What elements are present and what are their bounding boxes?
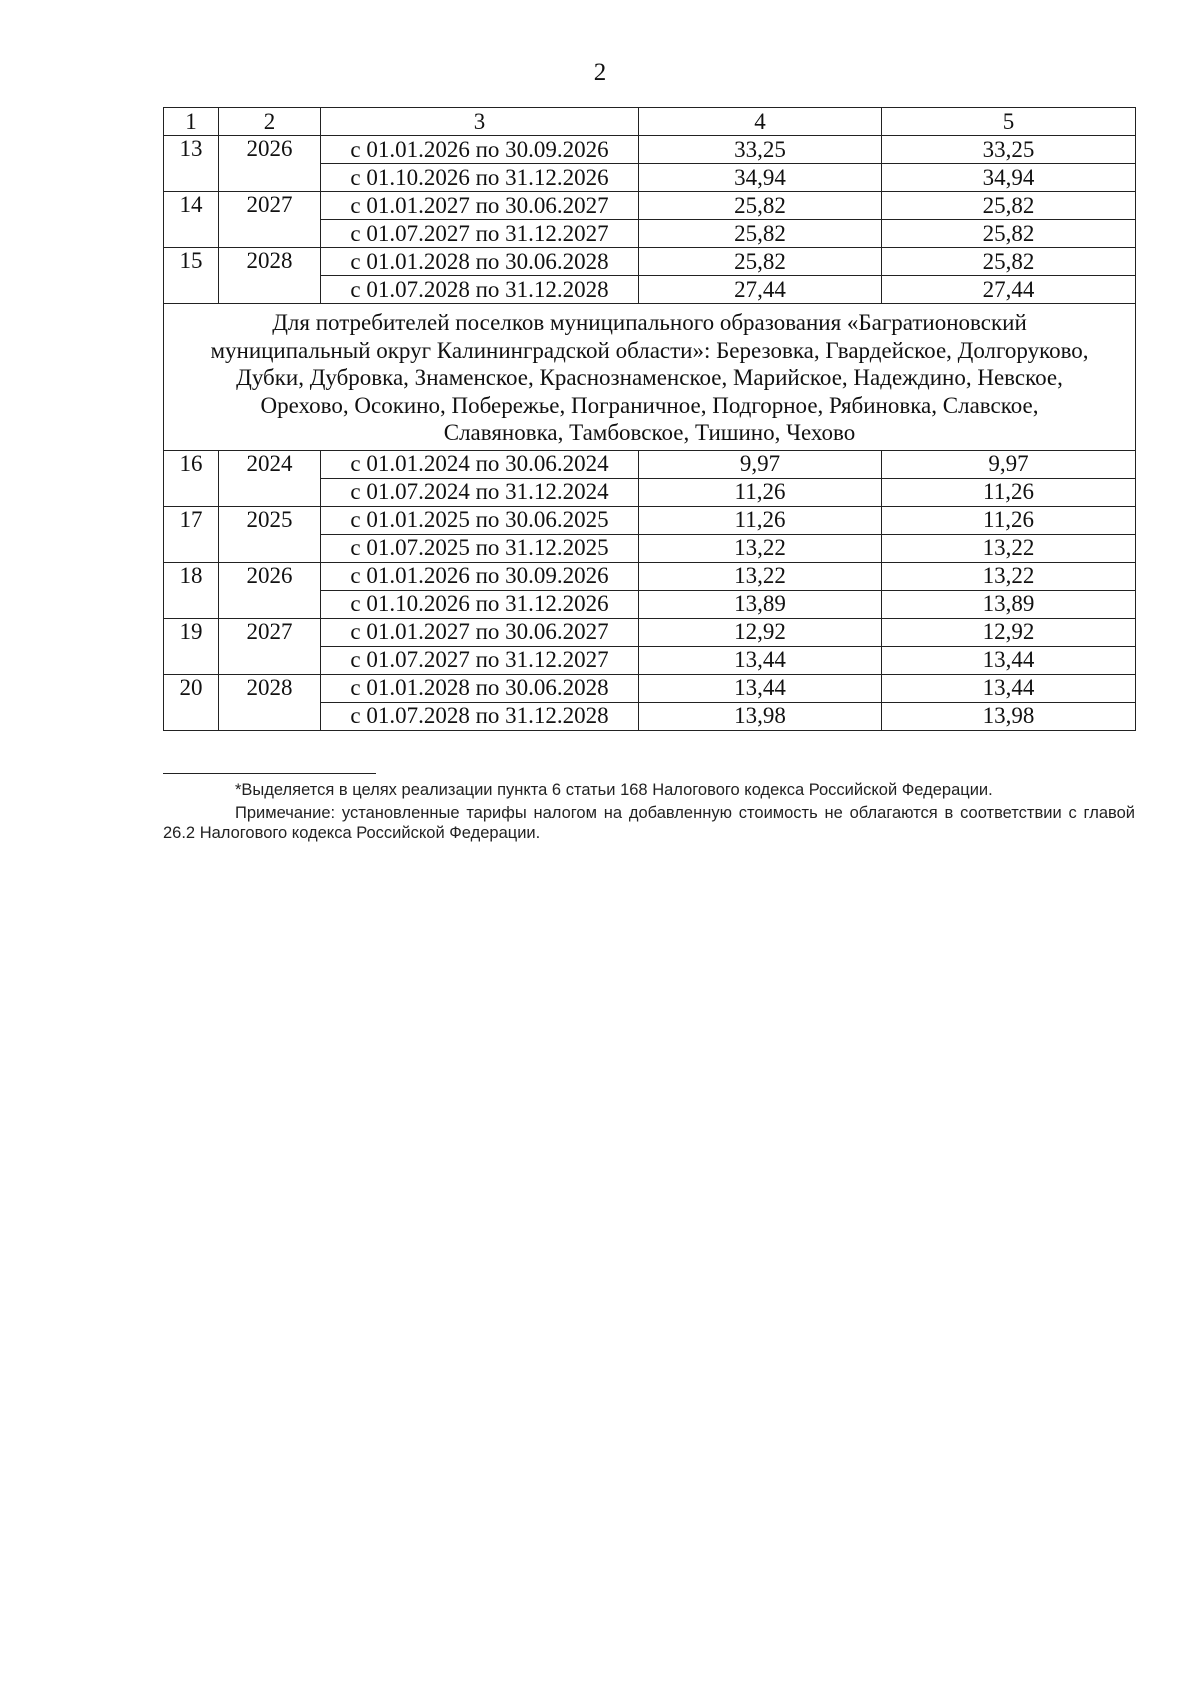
tariff-value-col5: 13,22 xyxy=(882,534,1136,562)
tariff-value-col4: 13,44 xyxy=(639,674,882,702)
page-number: 2 xyxy=(593,59,607,86)
row-number: 18 xyxy=(164,562,219,618)
period-cell: с 01.07.2027 по 31.12.2027 xyxy=(321,220,639,248)
tariff-table-body xyxy=(164,108,1136,731)
row-year: 2024 xyxy=(219,450,321,506)
period-cell: с 01.07.2024 по 31.12.2024 xyxy=(321,478,639,506)
row-number: 14 xyxy=(164,192,219,248)
row-year: 2026 xyxy=(219,136,321,192)
tariff-value-col4: 13,22 xyxy=(639,562,882,590)
period-cell: с 01.10.2026 по 31.12.2026 xyxy=(321,590,639,618)
period-cell: с 01.07.2027 по 31.12.2027 xyxy=(321,646,639,674)
table-row xyxy=(164,450,1136,478)
period-cell: с 01.01.2028 по 30.06.2028 xyxy=(321,674,639,702)
period-cell: с 01.10.2026 по 31.12.2026 xyxy=(321,164,639,192)
period-cell: с 01.07.2028 по 31.12.2028 xyxy=(321,276,639,304)
footnotes xyxy=(163,780,1135,843)
row-number: 20 xyxy=(164,674,219,730)
tariff-value-col4: 25,82 xyxy=(639,248,882,276)
tariff-value-col4: 34,94 xyxy=(639,164,882,192)
tariff-value-col5: 27,44 xyxy=(882,276,1136,304)
tariff-value-col5: 25,82 xyxy=(882,220,1136,248)
row-year: 2025 xyxy=(219,506,321,562)
tariff-value-col5: 13,44 xyxy=(882,646,1136,674)
section-heading: Для потребителей поселков муниципального образования «Багратионовский муниципальный округ Калининградской области»: Березовка, Гвардейское, Долгоруково, Дубки, Дубровка, Знаменское, Краснознаменское, Марийское, Надеждино, Невское, Орехово, Осокино, Побережье, Пограничное, Подгорное, Рябиновка, Славское, Славяновка, Тамбовское, Тишино, Чехово xyxy=(164,304,1136,451)
row-year: 2027 xyxy=(219,618,321,674)
row-year: 2026 xyxy=(219,562,321,618)
header-col-1: 1 xyxy=(164,108,219,136)
tariff-value-col4: 27,44 xyxy=(639,276,882,304)
tariff-value-col5: 9,97 xyxy=(882,450,1136,478)
footnote-note: Примечание: установленные тарифы налогом на добавленную стоимость не облагаются в соответствии с главой 26.2 Налогового кодекса Российской Федерации. xyxy=(163,804,1135,842)
tariff-value-col5: 25,82 xyxy=(882,248,1136,276)
tariff-value-col5: 13,44 xyxy=(882,674,1136,702)
tariff-value-col4: 13,44 xyxy=(639,646,882,674)
row-number: 17 xyxy=(164,506,219,562)
table-row xyxy=(164,506,1136,534)
table-row xyxy=(164,192,1136,220)
period-cell: с 01.01.2025 по 30.06.2025 xyxy=(321,506,639,534)
tariff-value-col4: 25,82 xyxy=(639,220,882,248)
period-cell: с 01.01.2028 по 30.06.2028 xyxy=(321,248,639,276)
header-col-5: 5 xyxy=(882,108,1136,136)
header-row xyxy=(164,108,1136,136)
tariff-value-col4: 33,25 xyxy=(639,136,882,164)
tariff-table xyxy=(163,107,1136,731)
tariff-value-col5: 11,26 xyxy=(882,506,1136,534)
row-number: 16 xyxy=(164,450,219,506)
period-cell: с 01.07.2025 по 31.12.2025 xyxy=(321,534,639,562)
table-row xyxy=(164,674,1136,702)
header-col-3: 3 xyxy=(321,108,639,136)
tariff-value-col5: 13,22 xyxy=(882,562,1136,590)
tariff-value-col5: 13,98 xyxy=(882,702,1136,730)
period-cell: с 01.01.2024 по 30.06.2024 xyxy=(321,450,639,478)
period-cell: с 01.07.2028 по 31.12.2028 xyxy=(321,702,639,730)
row-number: 15 xyxy=(164,248,219,304)
tariff-value-col5: 33,25 xyxy=(882,136,1136,164)
table-row xyxy=(164,562,1136,590)
section-heading-row xyxy=(164,304,1136,451)
footnote-asterisk: *Выделяется в целях реализации пункта 6 статьи 168 Налогового кодекса Российской Федерации. xyxy=(235,781,993,799)
period-cell: с 01.01.2027 по 30.06.2027 xyxy=(321,192,639,220)
tariff-value-col4: 13,98 xyxy=(639,702,882,730)
footnote-divider xyxy=(163,773,376,774)
tariff-value-col4: 12,92 xyxy=(639,618,882,646)
row-year: 2028 xyxy=(219,248,321,304)
period-cell: с 01.01.2027 по 30.06.2027 xyxy=(321,618,639,646)
tariff-value-col4: 25,82 xyxy=(639,192,882,220)
header-col-4: 4 xyxy=(639,108,882,136)
tariff-value-col5: 25,82 xyxy=(882,192,1136,220)
row-year: 2028 xyxy=(219,674,321,730)
tariff-value-col5: 12,92 xyxy=(882,618,1136,646)
row-number: 13 xyxy=(164,136,219,192)
tariff-value-col4: 11,26 xyxy=(639,506,882,534)
period-cell: с 01.01.2026 по 30.09.2026 xyxy=(321,136,639,164)
tariff-value-col4: 13,22 xyxy=(639,534,882,562)
table-row xyxy=(164,618,1136,646)
tariff-value-col5: 13,89 xyxy=(882,590,1136,618)
tariff-value-col5: 11,26 xyxy=(882,478,1136,506)
tariff-value-col4: 9,97 xyxy=(639,450,882,478)
tariff-value-col4: 13,89 xyxy=(639,590,882,618)
tariff-value-col5: 34,94 xyxy=(882,164,1136,192)
period-cell: с 01.01.2026 по 30.09.2026 xyxy=(321,562,639,590)
header-col-2: 2 xyxy=(219,108,321,136)
tariff-value-col4: 11,26 xyxy=(639,478,882,506)
table-row xyxy=(164,136,1136,164)
table-row xyxy=(164,248,1136,276)
row-year: 2027 xyxy=(219,192,321,248)
row-number: 19 xyxy=(164,618,219,674)
